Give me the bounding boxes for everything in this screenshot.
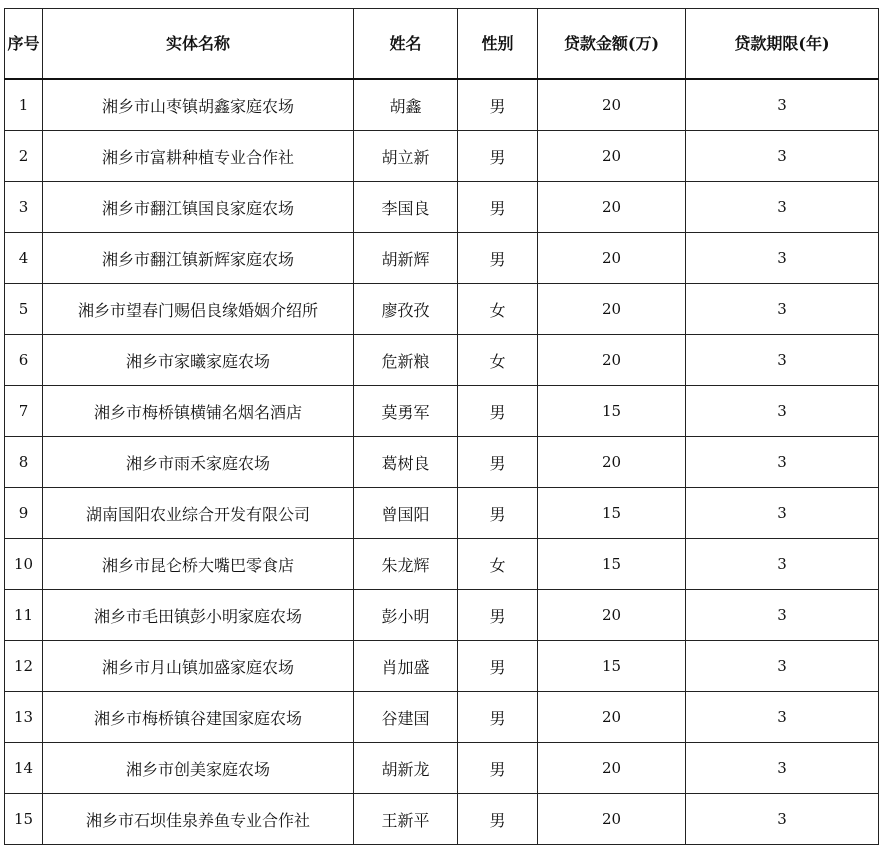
cell-seq: 5: [5, 284, 43, 335]
cell-seq: 12: [5, 641, 43, 692]
cell-name: 王新平: [354, 794, 458, 845]
cell-name: 胡立新: [354, 131, 458, 182]
cell-name: 肖加盛: [354, 641, 458, 692]
cell-entity: 湘乡市梅桥镇谷建国家庭农场: [43, 692, 354, 743]
cell-seq: 8: [5, 437, 43, 488]
cell-amount: 20: [538, 284, 686, 335]
cell-amount: 15: [538, 488, 686, 539]
cell-gender: 男: [458, 233, 538, 284]
table-row: [5, 79, 879, 131]
cell-seq: 11: [5, 590, 43, 641]
table-row: [5, 641, 879, 692]
table-row: [5, 233, 879, 284]
cell-entity: 湘乡市雨禾家庭农场: [43, 437, 354, 488]
cell-amount: 20: [538, 437, 686, 488]
cell-amount: 20: [538, 131, 686, 182]
table-row: [5, 488, 879, 539]
cell-amount: 20: [538, 182, 686, 233]
table-row: [5, 743, 879, 794]
cell-term: 3: [686, 79, 879, 131]
cell-gender: 男: [458, 488, 538, 539]
cell-term: 3: [686, 641, 879, 692]
cell-entity: 湘乡市梅桥镇横铺名烟名酒店: [43, 386, 354, 437]
header-gender: 性别: [458, 9, 538, 80]
cell-seq: 6: [5, 335, 43, 386]
cell-gender: 男: [458, 794, 538, 845]
cell-entity: 湘乡市翻江镇新辉家庭农场: [43, 233, 354, 284]
cell-term: 3: [686, 284, 879, 335]
cell-seq: 7: [5, 386, 43, 437]
cell-gender: 女: [458, 539, 538, 590]
cell-amount: 15: [538, 641, 686, 692]
cell-name: 胡鑫: [354, 79, 458, 131]
header-entity: 实体名称: [43, 9, 354, 80]
cell-term: 3: [686, 539, 879, 590]
header-amount: 贷款金额(万): [538, 9, 686, 80]
table-row: [5, 539, 879, 590]
table-row: [5, 692, 879, 743]
cell-entity: 湘乡市富耕种植专业合作社: [43, 131, 354, 182]
cell-entity: 湘乡市望春门赐侣良缘婚姻介绍所: [43, 284, 354, 335]
cell-name: 危新粮: [354, 335, 458, 386]
cell-gender: 男: [458, 437, 538, 488]
header-term: 贷款期限(年): [686, 9, 879, 80]
table-row: [5, 182, 879, 233]
cell-term: 3: [686, 794, 879, 845]
table-row: [5, 794, 879, 845]
cell-amount: 20: [538, 335, 686, 386]
cell-amount: 15: [538, 539, 686, 590]
table-row: [5, 386, 879, 437]
cell-gender: 男: [458, 641, 538, 692]
cell-name: 胡新龙: [354, 743, 458, 794]
cell-seq: 10: [5, 539, 43, 590]
cell-entity: 湘乡市石坝佳泉养鱼专业合作社: [43, 794, 354, 845]
table-row: [5, 437, 879, 488]
cell-entity: 湘乡市翻江镇国良家庭农场: [43, 182, 354, 233]
cell-entity: 湘乡市家曦家庭农场: [43, 335, 354, 386]
cell-gender: 男: [458, 692, 538, 743]
cell-amount: 20: [538, 794, 686, 845]
cell-term: 3: [686, 386, 879, 437]
cell-gender: 男: [458, 386, 538, 437]
cell-term: 3: [686, 488, 879, 539]
cell-term: 3: [686, 131, 879, 182]
cell-term: 3: [686, 590, 879, 641]
cell-entity: 湖南国阳农业综合开发有限公司: [43, 488, 354, 539]
cell-name: 莫勇军: [354, 386, 458, 437]
cell-gender: 女: [458, 284, 538, 335]
cell-name: 谷建国: [354, 692, 458, 743]
table-row: [5, 131, 879, 182]
cell-entity: 湘乡市毛田镇彭小明家庭农场: [43, 590, 354, 641]
cell-amount: 20: [538, 233, 686, 284]
table-row: [5, 590, 879, 641]
table-row: [5, 335, 879, 386]
cell-gender: 男: [458, 182, 538, 233]
cell-seq: 3: [5, 182, 43, 233]
cell-seq: 2: [5, 131, 43, 182]
cell-seq: 13: [5, 692, 43, 743]
cell-name: 葛树良: [354, 437, 458, 488]
cell-amount: 15: [538, 386, 686, 437]
cell-gender: 男: [458, 743, 538, 794]
cell-name: 胡新辉: [354, 233, 458, 284]
cell-name: 曾国阳: [354, 488, 458, 539]
loan-table: [4, 8, 879, 845]
cell-gender: 男: [458, 131, 538, 182]
cell-term: 3: [686, 692, 879, 743]
cell-name: 朱龙辉: [354, 539, 458, 590]
header-seq: 序号: [5, 9, 43, 80]
cell-seq: 15: [5, 794, 43, 845]
cell-seq: 1: [5, 79, 43, 131]
cell-amount: 20: [538, 590, 686, 641]
cell-gender: 女: [458, 335, 538, 386]
cell-seq: 14: [5, 743, 43, 794]
cell-gender: 男: [458, 79, 538, 131]
cell-gender: 男: [458, 590, 538, 641]
cell-term: 3: [686, 233, 879, 284]
table-body: [5, 79, 879, 845]
cell-name: 彭小明: [354, 590, 458, 641]
cell-entity: 湘乡市山枣镇胡鑫家庭农场: [43, 79, 354, 131]
cell-entity: 湘乡市创美家庭农场: [43, 743, 354, 794]
cell-amount: 20: [538, 692, 686, 743]
cell-name: 李国良: [354, 182, 458, 233]
header-row: [5, 9, 879, 80]
cell-term: 3: [686, 743, 879, 794]
cell-entity: 湘乡市昆仑桥大嘴巴零食店: [43, 539, 354, 590]
header-name: 姓名: [354, 9, 458, 80]
cell-term: 3: [686, 182, 879, 233]
cell-amount: 20: [538, 743, 686, 794]
cell-term: 3: [686, 437, 879, 488]
table-row: [5, 284, 879, 335]
cell-term: 3: [686, 335, 879, 386]
cell-entity: 湘乡市月山镇加盛家庭农场: [43, 641, 354, 692]
cell-name: 廖孜孜: [354, 284, 458, 335]
table-header: [5, 9, 879, 80]
cell-amount: 20: [538, 79, 686, 131]
cell-seq: 4: [5, 233, 43, 284]
cell-seq: 9: [5, 488, 43, 539]
